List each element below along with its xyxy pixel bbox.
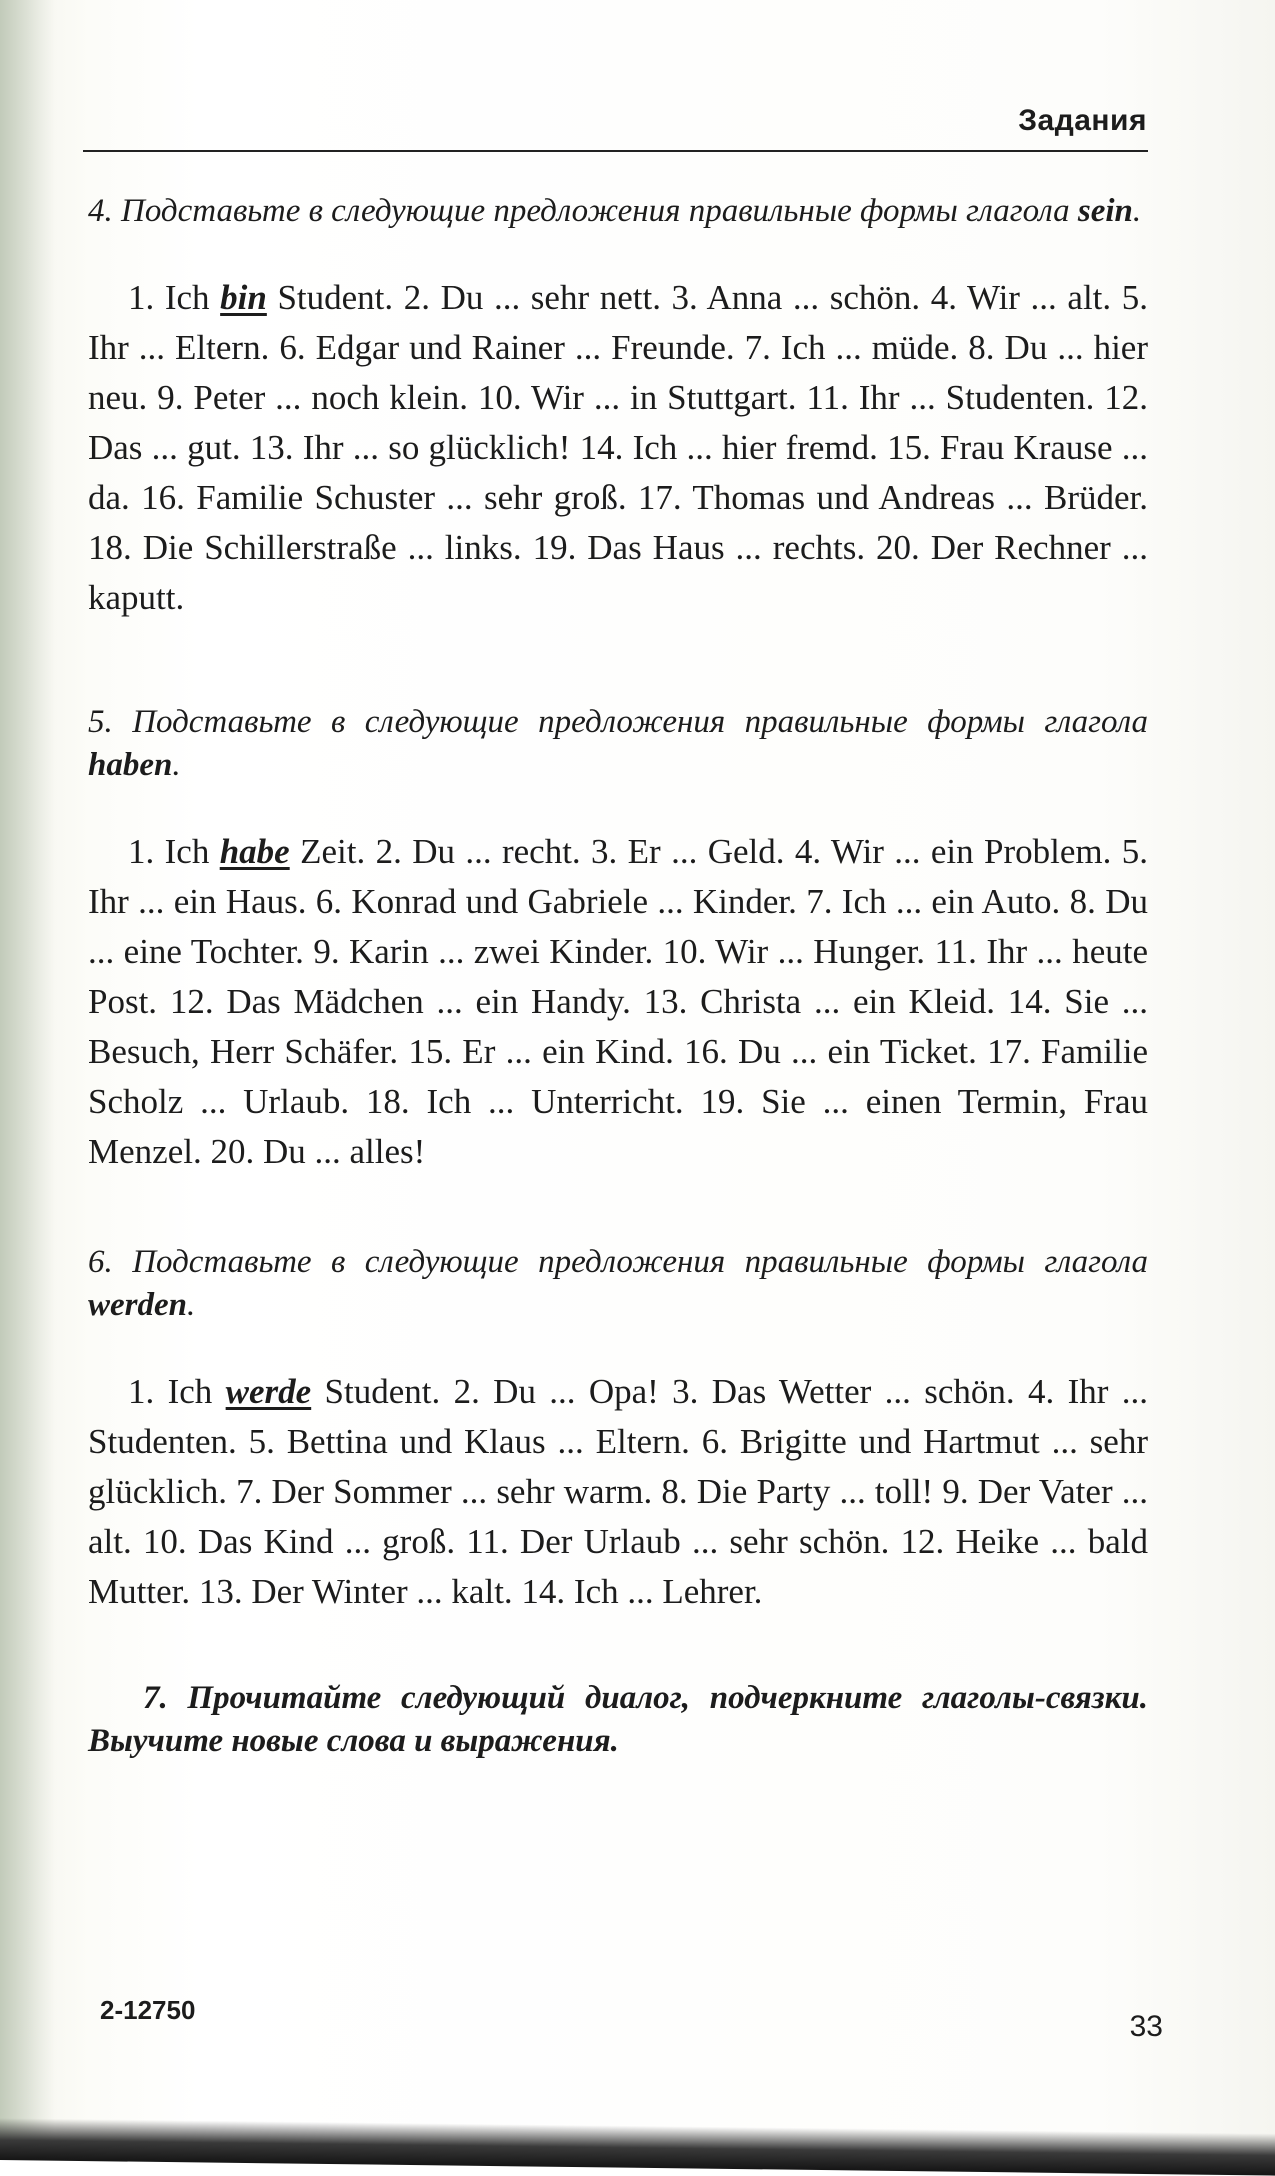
task-title-text: 4. Подставьте в следующие предложения правильные формы глагола <box>88 193 1078 229</box>
example-answer: werde <box>225 1372 312 1411</box>
running-head: Задания <box>1018 104 1147 137</box>
exercise-sentences: Student. 2. Du ... sehr nett. 3. Anna ... schön. 4. Wir ... alt. 5. Ihr ... Eltern. 6. Edgar und Rainer ... Freunde. 7. Ich ... müde. 8. Du ... hier neu. 9. Peter ... noch klein. 10. Wir ... in Stuttgart. 11. Ihr ... Studenten. 12. Das ... gut. 13. Ihr ... so glücklich! 14. Ich ... hier fremd. 15. Frau Krause ... da. 16. Familie Schuster ... sehr groß. 17. Thomas und Andreas ... Brüder. 18. Die Schillerstraße ... links. 19. Das Haus ... rechts. 20. Der Rechner ... kaputt. <box>88 278 1148 617</box>
example-answer: habe <box>219 832 290 871</box>
task-title <box>88 1677 1148 1763</box>
task-4-section <box>88 190 1148 623</box>
task-title-text: 5. Подставьте в следующие предложения правильные формы глагола <box>88 704 1148 740</box>
task-title-end: . <box>172 747 181 783</box>
task-6-section <box>88 1241 1148 1617</box>
task-5-section <box>88 701 1148 1177</box>
header-rule <box>83 150 1148 152</box>
task-title-text: 6. Подставьте в следующие предложения правильные формы глагола <box>88 1244 1148 1280</box>
exercise-sentences: Zeit. 2. Du ... recht. 3. Er ... Geld. 4. Wir ... ein Problem. 5. Ihr ... ein Haus. 6. Konrad und Gabriele ... Kinder. 7. Ich ... ein Auto. 8. Du ... eine Tochter. 9. Karin ... zwei Kinder. 10. Wir ... Hunger. 11. Ihr ... heute Post. 12. Das Mädchen ... ein Handy. 13. Christa ... ein Kleid. 14. Sie ... Besuch, Herr Schäfer. 15. Er ... ein Kind. 16. Du ... ein Ticket. 17. Familie Scholz ... Urlaub. 18. Ich ... Unterricht. 19. Sie ... einen Termin, Frau Menzel. 20. Du ... alles! <box>88 832 1148 1171</box>
page-number: 33 <box>1129 2010 1163 2043</box>
exercise-prefix: 1. Ich <box>128 278 221 317</box>
task-title-text: 7. Прочитайте следующий диалог, подчеркните глаголы-связки. Выучите новые слова и выражения. <box>88 1680 1148 1759</box>
page-edge-shadow <box>0 2118 1275 2176</box>
task-exercise-text <box>88 273 1148 623</box>
exercise-prefix: 1. Ich <box>128 1372 226 1411</box>
signature-code: 2-12750 <box>100 1995 196 2025</box>
task-exercise-text <box>88 827 1148 1177</box>
example-answer: bin <box>220 278 267 317</box>
task-verb: sein <box>1077 193 1133 229</box>
task-title-end: . <box>1132 193 1142 229</box>
task-7-section <box>88 1677 1148 1763</box>
spine-shadow <box>0 0 55 2160</box>
task-title-end: . <box>187 1287 196 1323</box>
task-title <box>88 701 1148 787</box>
page-content <box>88 190 1148 1763</box>
task-exercise-text <box>88 1367 1148 1617</box>
task-title <box>88 1241 1148 1327</box>
exercise-sentences: Student. 2. Du ... Opa! 3. Das Wetter ... schön. 4. Ihr ... Studenten. 5. Bettina und Klaus ... Eltern. 6. Brigitte und Hartmut ... sehr glücklich. 7. Der Sommer ... sehr warm. 8. Die Party ... toll! 9. Der Vater ... alt. 10. Das Kind ... groß. 11. Der Urlaub ... sehr schön. 12. Heike ... bald Mutter. 13. Der Winter ... kalt. 14. Ich ... Lehrer. <box>88 1372 1149 1611</box>
task-verb: werden <box>88 1287 187 1323</box>
exercise-prefix: 1. Ich <box>128 832 220 871</box>
task-title <box>88 190 1148 233</box>
task-verb: haben <box>88 747 173 783</box>
